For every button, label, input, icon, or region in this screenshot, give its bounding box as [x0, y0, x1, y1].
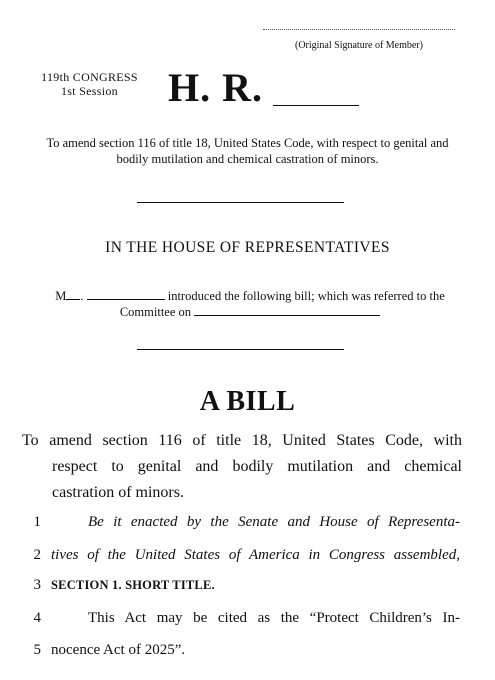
- member-prefix: M: [55, 289, 67, 303]
- bill-long-title: [22, 428, 462, 506]
- congress-label: 119th CONGRESS: [41, 70, 138, 84]
- chamber-heading: IN THE HOUSE OF REPRESENTATIVES: [105, 239, 390, 256]
- congress-session: [27, 70, 152, 98]
- enacting-clause-line: tives of the United States of America in Congress assembled,: [51, 547, 460, 563]
- session-label: 1st Session: [61, 84, 118, 98]
- signature-caption: (Original Signature of Member): [294, 40, 424, 51]
- divider-rule: [137, 202, 344, 203]
- long-title-line: castration of minors.: [52, 484, 184, 501]
- line-number: 3: [33, 577, 41, 593]
- signature-line: [263, 29, 455, 30]
- section-heading: SECTION 1. SHORT TITLE.: [51, 578, 215, 592]
- introduction-statement: M . introduced the following bill; which was referred to the Committee on: [55, 289, 445, 319]
- bill-number-blank: [273, 105, 359, 106]
- short-title-line: This Act may be cited as the “Protect Children’s In-: [88, 610, 460, 626]
- committee-blank: [194, 304, 380, 316]
- divider-rule: [137, 349, 344, 350]
- bill-number-prefix: H. R.: [168, 65, 263, 110]
- line-number: 4: [33, 610, 41, 626]
- long-title-line: To amend section 116 of title 18, United States Code, with: [22, 432, 462, 449]
- long-title-line: respect to genital and bodily mutilation and chemical: [52, 458, 462, 475]
- introduction-text: introduced the following bill; which was referred to the: [167, 289, 445, 303]
- line-number: 1: [33, 514, 41, 530]
- line-number: 5: [33, 642, 41, 658]
- member-name-blank: [87, 288, 165, 300]
- line-number: 2: [33, 547, 41, 563]
- enacting-clause-line: Be it enacted by the Senate and House of Representa-: [88, 514, 460, 530]
- committee-label: Committee on: [119, 305, 192, 319]
- bill-purpose-summary: To amend section 116 of title 18, United States Code, with respect to genital and bodily mutilation and chemical castration of minors.: [46, 136, 449, 166]
- member-title-blank: [66, 288, 80, 300]
- short-title-line: nocence Act of 2025”.: [51, 642, 186, 658]
- bill-heading: A BILL: [199, 386, 296, 417]
